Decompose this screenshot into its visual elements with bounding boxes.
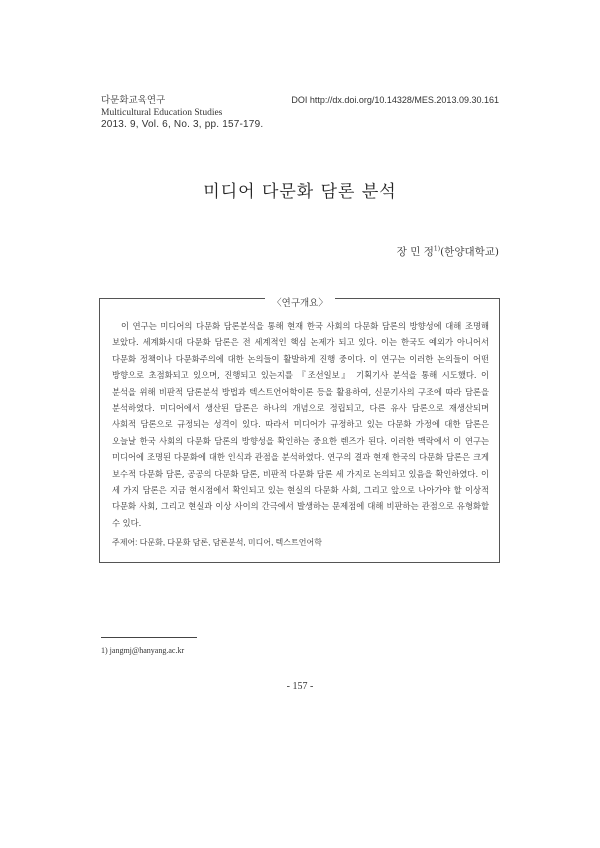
journal-name-korean: 다문화교육연구: [101, 95, 166, 106]
footnote-divider: [101, 637, 197, 638]
abstract-text: 이 연구는 미디어의 다문화 담론분석을 통해 현재 한국 사회의 다문화 담론의 방향성에 대해 조명해 보았다. 세계화시대 다문화 담론은 전 세계적인 핵심 논제가 되고 있다. 이는 한국도 예외가 아니어서 다문화 정책이나 다문화주의에 대한 논의들이 활발하게 진행 중이다. 이 연구는 이러한 논의들이 어떤 방향으로 초점화되고 있으며, 진행되고 있는지를 『조선일보』 기획기사 분석을 통해 시도했다. 이 분석을 위해 비판적 담론분석 방법과 텍스트언어학이론 등을 활용하여, 신문기사의 구조에 따라 담론을 분석하였다. 미디어에서 생산된 담론은 하나의 개념으로 정립되고, 다른 유사 담론으로 재생산되며 사회적 담론으로 규정되는 성격이 있다. 따라서 미디어가 규정하고 있는 다문화 가정에 대한 담론은 오늘날 한국 사회의 다문화 담론의 방향성을 확인하는 중요한 렌즈가 된다. 이러한 맥락에서 이 연구는 미디어에 조명된 다문화에 대한 인식과 관점을 분석하였다. 연구의 결과 현재 한국의 다문화 담론은 크게 보수적 다문화 담론, 공공의 다문화 담론, 비판적 다문화 담론 세 가지로 논의되고 있음을 확인하였다. 이 세 가지 담론은 지금 현시점에서 확인되고 있는 현실의 다문화 사회, 그리고 앞으로 나아가야 할 이상적 다문화 사회, 그리고 현실과 이상 사이의 간극에서 발생하는 문제점에 대해 비판하는 관점으로 유형화할 수 있다.: [112, 321, 489, 528]
author-footnote-mark: 1): [433, 245, 441, 253]
article-title: 미디어 다문화 담론 분석: [203, 182, 397, 202]
keywords: 주제어: 다문화, 다문화 담론, 담론분석, 미디어, 텍스트언어학: [112, 538, 322, 547]
author-affiliation: (한양대학교): [440, 246, 499, 258]
author-line: [397, 244, 499, 259]
journal-name-english: Multicultural Education Studies: [101, 108, 223, 118]
issue-info: 2013. 9, Vol. 6, No. 3, pp. 157-179.: [101, 119, 264, 130]
page-number: - 157 -: [286, 681, 314, 692]
footnote-email: 1) jangmj@hanyang.ac.kr: [101, 646, 185, 655]
abstract-label: 〈연구개요〉: [265, 298, 335, 309]
journal-header: [101, 95, 263, 131]
author-name: 장 민 정: [396, 246, 434, 258]
doi-link[interactable]: DOI http://dx.doi.org/10.14328/MES.2013.09.30.161: [291, 95, 499, 105]
